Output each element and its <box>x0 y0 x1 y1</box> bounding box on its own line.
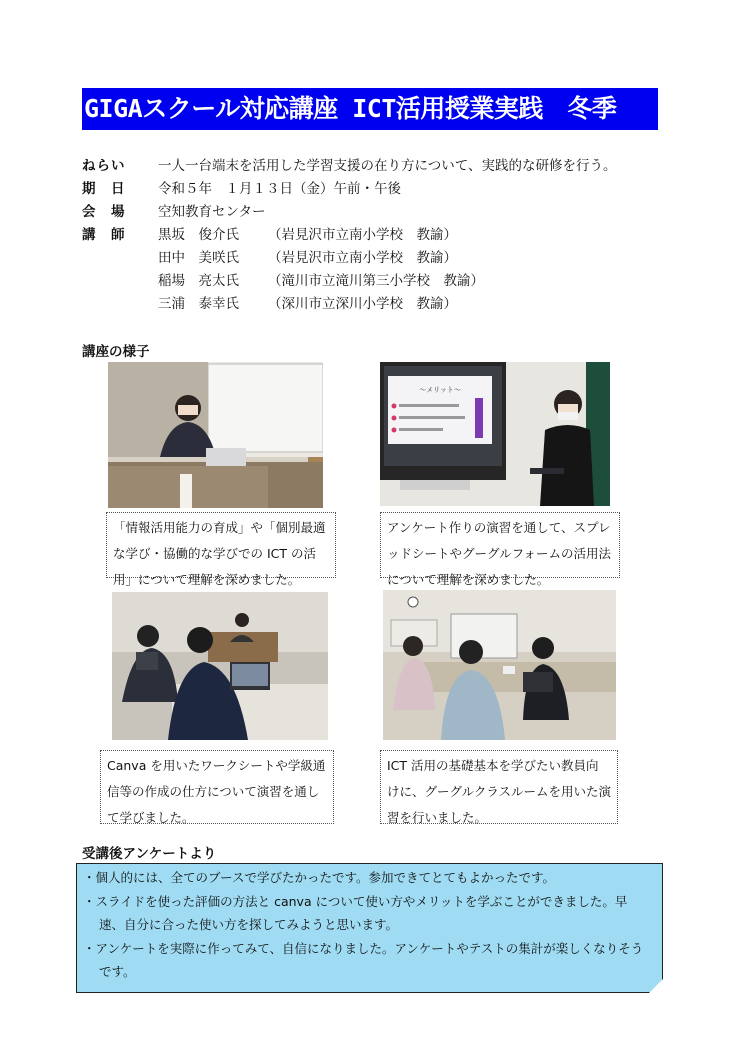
photo-caption-1: 「情報活用能力の育成」や「個別最適な学び・協働的な学びでの ICT の活用」について理解を深めました。 <box>106 512 336 578</box>
venue-label: 会 場 <box>82 204 126 220</box>
instructor-item <box>158 247 616 270</box>
instructor-affiliation: （岩見沢市立南小学校 教諭） <box>268 250 457 266</box>
survey-box <box>76 863 663 993</box>
photo-caption-4: ICT 活用の基礎基本を学びたい教員向けに、グーグルクラスルームを用いた演習を行いました。 <box>380 750 618 824</box>
instructor-name: 三浦 泰幸氏 <box>158 296 239 312</box>
aim-row <box>82 155 616 178</box>
instructor-affiliation: （滝川市立滝川第三小学校 教諭） <box>268 273 484 289</box>
folded-corner <box>649 979 663 993</box>
lecture-photo-4 <box>383 590 616 740</box>
instructor-name: 黒坂 俊介氏 <box>158 227 239 243</box>
photo-caption-2: アンケート作りの演習を通して、スプレッドシートやグーグルフォームの活用法について理解を深めました。 <box>380 512 620 578</box>
venue-text: 空知教育センター <box>158 204 266 220</box>
page-title: GIGAスクール対応講座 ICT活用授業実践 冬季 <box>82 88 658 130</box>
aim-label: ねらい <box>82 158 126 174</box>
lecture-photo-2 <box>380 362 610 506</box>
instructors-label: 講 師 <box>82 227 126 243</box>
survey-item: ・個人的には、全てのブースで学びたかったです。参加できてとてもよかったです。 <box>83 870 556 885</box>
instructor-list <box>158 224 616 316</box>
instructor-item <box>158 270 616 293</box>
section-heading-scene: 講座の様子 <box>82 344 150 360</box>
instructor-item <box>158 293 616 316</box>
survey-item: ・スライドを使った評価の方法と canva について使い方やメリットを学ぶことができました。早速、自分に合った使い方を探してみようと思います。 <box>83 893 628 932</box>
instructor-affiliation: （岩見沢市立南小学校 教諭） <box>268 227 457 243</box>
section-heading-survey: 受講後アンケートより <box>82 846 217 862</box>
instructor-item <box>158 224 616 247</box>
photo-caption-3: Canva を用いたワークシートや学級通信等の作成の仕方について演習を通して学びました。 <box>100 750 334 824</box>
aim-text: 一人一台端末を活用した学習支援の在り方について、実践的な研修を行う。 <box>158 158 617 174</box>
instructor-name: 田中 美咲氏 <box>158 250 239 266</box>
instructors-row <box>82 224 616 316</box>
survey-item: ・アンケートを実際に作ってみて、自信になりました。アンケートやテストの集計が楽しくなりそうです。 <box>83 940 644 979</box>
instructor-affiliation: （深川市立深川小学校 教諭） <box>268 296 457 312</box>
lecture-photo-1 <box>108 362 323 508</box>
venue-row <box>82 201 616 224</box>
lecture-photo-3 <box>112 592 328 740</box>
date-text: 令和５年 １月１３日（金）午前・午後 <box>158 181 401 197</box>
date-label: 期 日 <box>82 181 126 197</box>
slide-title: ～メリット～ <box>419 386 461 394</box>
date-row <box>82 178 616 201</box>
instructor-name: 稲場 亮太氏 <box>158 273 239 289</box>
event-info <box>82 155 616 316</box>
